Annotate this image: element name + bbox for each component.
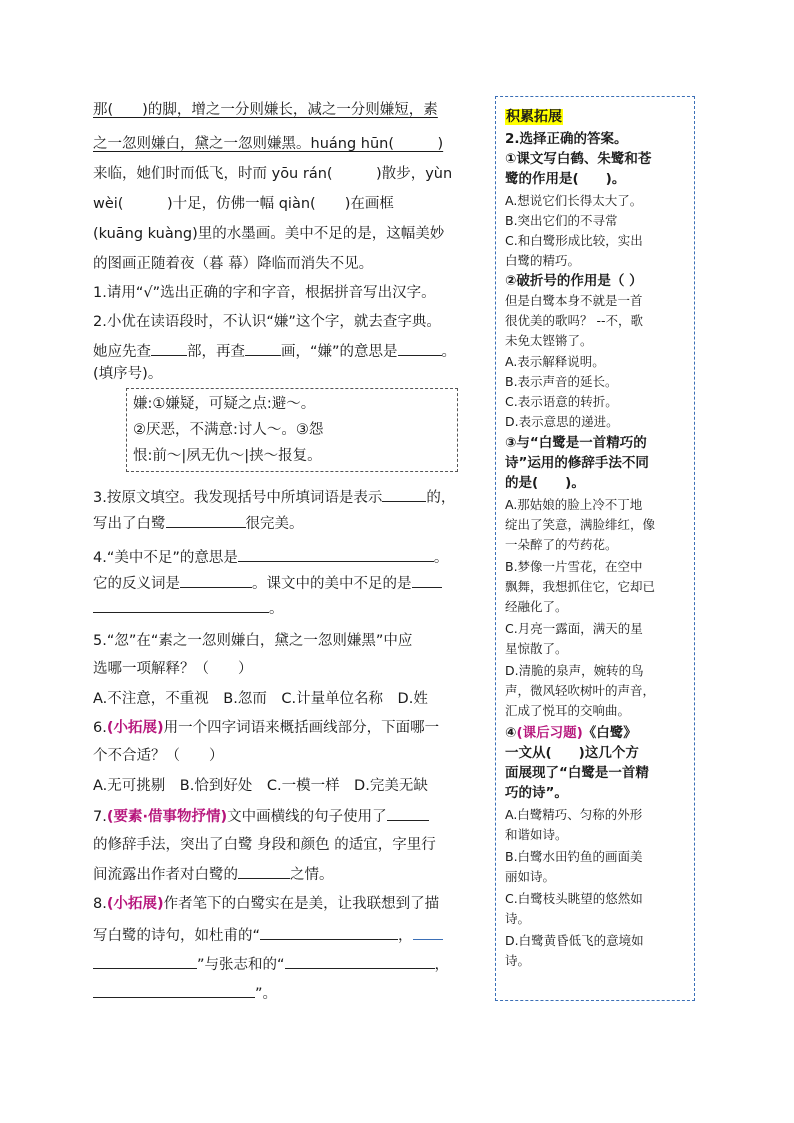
question-2-blanks: 她应先查 部，再查 画，“嫌”的意思是 。 <box>93 341 456 362</box>
tag-extension: (小拓展) <box>106 896 164 912</box>
sidebar-option: 诗。 <box>505 911 531 926</box>
sidebar-option: D.白鹭黄昏低飞的意境如 <box>505 933 644 948</box>
answer-blank[interactable] <box>387 806 429 821</box>
sidebar-option: D.表示意思的递进。 <box>505 414 619 429</box>
question-1: 1.请用“√”选出正确的字和字音，根据拼音写出汉字。 <box>93 285 436 301</box>
sidebar-quote: 但是白鹭本身不就是一首 <box>505 293 643 308</box>
sidebar-option: 诗。 <box>505 953 531 968</box>
answer-blank[interactable] <box>93 598 269 613</box>
sidebar-option: C.月亮一露面，满天的星 <box>505 621 643 636</box>
passage-line-2 <box>93 134 443 154</box>
question-7-end: 间流露出作者对白鹭的 之情。 <box>93 864 334 885</box>
passage-line-3: 来临，她们时而低飞，时而 yōu rán( )散步，yùn <box>93 166 453 182</box>
sidebar-header: 积累拓展 <box>506 109 562 125</box>
sidebar-q3: ③与“白鹭是一首精巧的 <box>505 435 647 451</box>
answer-blank[interactable] <box>238 864 290 879</box>
sidebar-option: C.和白鹭形成比较，实出 <box>505 233 643 248</box>
answer-blank[interactable] <box>382 487 426 502</box>
sidebar-option: A.想说它们长得太大了。 <box>505 193 643 208</box>
sidebar-option: A.那姑娘的脸上冷不丁地 <box>505 497 643 512</box>
dictionary-line: 嫌:①嫌疑，可疑之点:避～。 <box>133 396 316 412</box>
sidebar-option: A.白鹭精巧、匀称的外形 <box>505 807 643 822</box>
dictionary-line: 恨:前～|夙无仇～|挟～报复。 <box>133 448 322 464</box>
sidebar-q3: 的是( )。 <box>505 475 585 491</box>
sidebar-option: 飘舞，我想抓住它，它却已 <box>505 579 656 594</box>
tag-element: (要素·借事物抒情) <box>106 809 228 825</box>
sidebar-option: C.白鹭枝头眺望的悠然如 <box>505 891 643 906</box>
sidebar-q2: ②破折号的作用是（ ） <box>505 273 643 289</box>
question-3: 3.按原文填空。我发现括号中所填词语是表示 的， <box>93 487 455 508</box>
sidebar-option: B.白鹭水田钓鱼的画面美 <box>505 849 643 864</box>
sidebar-option: 汇成了悦耳的交响曲。 <box>505 703 631 718</box>
answer-blank[interactable] <box>93 983 255 998</box>
answer-blank[interactable] <box>413 925 443 940</box>
passage-line-5: (kuāng kuàng)里的水墨画。美中不足的是，这幅美妙 <box>93 226 445 242</box>
answer-blank[interactable] <box>166 513 246 528</box>
passage-underlined: 之一忽则嫌白，黛之一忽则嫌黑。huáng hūn( ) <box>93 136 444 152</box>
answer-blank[interactable] <box>412 573 442 588</box>
question-8: 8.(小拓展)作者笔下的白鹭实在是美，让我联想到了描 <box>93 896 440 912</box>
answer-blank[interactable] <box>93 954 197 969</box>
sidebar-option: B.突出它们的不寻常 <box>505 213 618 228</box>
question-5-cont: 选哪一项解释？（ ） <box>93 661 253 677</box>
question-7: 7.(要素·借事物抒情)文中画横线的句子使用了 <box>93 806 429 827</box>
sidebar-option: 星惊散了。 <box>505 641 568 656</box>
answer-blank[interactable] <box>151 341 187 356</box>
answer-blank[interactable] <box>238 547 434 562</box>
passage-line-1: 那( )的脚，增之一分则嫌长，减之一分则嫌短，素 <box>93 102 438 118</box>
sidebar-option: B.梦像一片雪花，在空中 <box>505 559 643 574</box>
sidebar-quote: 很优美的歌吗？ --不，歌 <box>505 313 643 328</box>
question-5: 5.“忽”在“素之一忽则嫌白，黛之一忽则嫌黑”中应 <box>93 633 413 649</box>
question-8-cont: 写白鹭的诗句，如杜甫的“ ， <box>93 925 443 946</box>
dictionary-line: ②厌恶，不满意:讨人～。③怨 <box>133 422 324 438</box>
sidebar-q4: 巧的诗”。 <box>505 785 568 801</box>
sidebar-option: C.表示语意的转折。 <box>505 394 618 409</box>
sidebar-q3: 诗”运用的修辞手法不同 <box>505 455 649 471</box>
tag-homework: (课后习题) <box>516 725 583 741</box>
answer-blank[interactable] <box>398 341 442 356</box>
question-6: 6.(小拓展)用一个四字词语来概括画线部分，下面哪一 <box>93 720 440 736</box>
sidebar-option: A.表示解释说明。 <box>505 354 605 369</box>
sidebar-option: 声，微风轻吹树叶的声音， <box>505 683 656 698</box>
question-8-end: ”。 <box>93 983 277 1004</box>
sidebar-accumulation-box <box>495 96 695 1001</box>
sidebar-option: D.清脆的泉声，婉转的鸟 <box>505 663 644 678</box>
sidebar-option: 一朵醉了的芍药花。 <box>505 537 618 552</box>
sidebar-option: 丽如诗。 <box>505 869 556 884</box>
dictionary-entry-box <box>126 388 458 472</box>
sidebar-q4: 一文从( )这几个方 <box>505 745 639 761</box>
sidebar-option: 经融化了。 <box>505 599 568 614</box>
question-8-cont2: ”与张志和的“ ， <box>93 954 449 975</box>
sidebar-option: 绽出了笑意，满脸绯红，像 <box>505 517 656 532</box>
question-6-cont: 个不合适？（ ） <box>93 748 224 764</box>
sidebar-option: 和谐如诗。 <box>505 827 568 842</box>
answer-blank[interactable] <box>245 341 281 356</box>
sidebar-q4: 面展现了“白鹭是一首精 <box>505 765 649 781</box>
answer-blank[interactable] <box>285 954 435 969</box>
question-4: 4.“美中不足”的意思是 。 <box>93 547 448 568</box>
sidebar-q1: 鹭的作用是( )。 <box>505 171 626 187</box>
question-5-options: A.不注意，不重视 B.忽而 C.计量单位名称 D.姓 <box>93 691 428 707</box>
passage-line-4: wèi( )十足，仿佛一幅 qiàn( )在画框 <box>93 196 394 212</box>
question-4-cont: 它的反义词是 。课文中的美中不足的是 <box>93 573 442 594</box>
question-3-cont: 写出了白鹭 很完美。 <box>93 513 304 534</box>
question-7-cont: 的修辞手法，突出了白鹭 身段和颜色 的适宜，字里行 <box>93 837 436 853</box>
sidebar-q4-head: ④(课后习题)《白鹭》 <box>505 725 637 741</box>
sidebar-question-title: 2.选择正确的答案。 <box>505 131 628 147</box>
question-6-options: A.无可挑剔 B.恰到好处 C.一模一样 D.完美无缺 <box>93 778 428 794</box>
answer-blank[interactable] <box>180 573 252 588</box>
sidebar-option: B.表示声音的延长。 <box>505 374 618 389</box>
passage-line-6: 的图画正随着夜（暮 幕）降临而消失不见。 <box>93 256 374 272</box>
answer-blank[interactable] <box>260 925 398 940</box>
question-4-end: 。 <box>93 598 284 619</box>
sidebar-option: 白鹭的精巧。 <box>505 253 581 268</box>
sidebar-q1: ①课文写白鹤、朱鹭和苍 <box>505 151 652 167</box>
sidebar-quote: 未免太铿锵了。 <box>505 333 593 348</box>
question-2-note: (填序号)。 <box>93 366 163 382</box>
tag-extension: (小拓展) <box>106 720 164 736</box>
question-2-text: 2.小优在读语段时，不认识“嫌”这个字，就去查字典。 <box>93 314 441 330</box>
